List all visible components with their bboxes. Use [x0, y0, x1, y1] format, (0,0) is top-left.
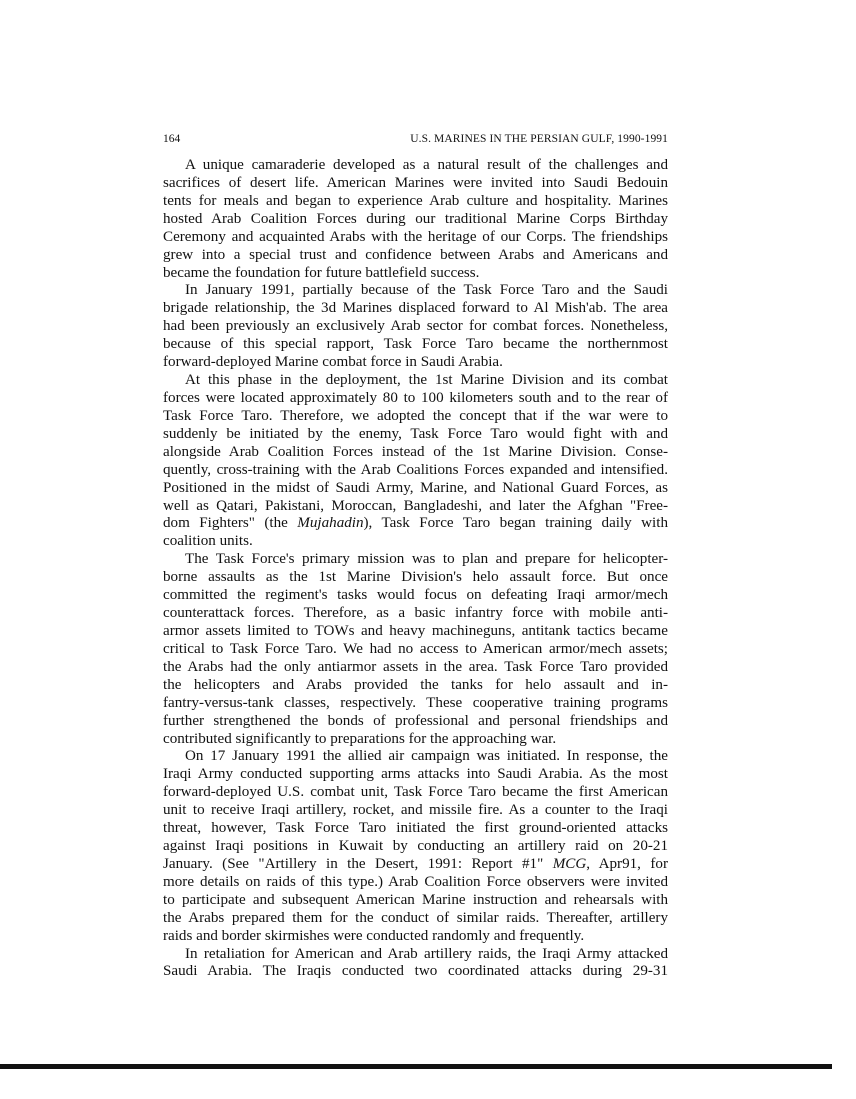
paragraph: [163, 157, 668, 282]
italic-text: Mujahadin: [297, 515, 364, 532]
text-segment: fantry-versus-tank classes, respectively. These cooperative training programs: [163, 694, 668, 711]
text-line: [163, 695, 668, 713]
text-line: [163, 318, 668, 336]
text-line: [163, 336, 668, 354]
text-line: [163, 551, 668, 569]
text-line: [163, 462, 668, 480]
text-line: [163, 641, 668, 659]
text-line: [163, 731, 668, 749]
text-segment: A unique camaraderie developed as a natural result of the challenges and: [185, 157, 668, 173]
paragraph: [163, 372, 668, 551]
text-segment: On 17 January 1991 the allied air campaign was initiated. In response, the: [185, 748, 668, 765]
text-line: [163, 372, 668, 390]
text-line: [163, 157, 668, 175]
text-line: [163, 820, 668, 838]
text-segment: borne assaults as the 1st Marine Division's helo assault force. But once: [163, 569, 668, 586]
text-segment: contributed significantly to preparations for the approaching war.: [163, 730, 557, 747]
text-line: [163, 498, 668, 516]
text-line: [163, 354, 668, 372]
text-line: [163, 784, 668, 802]
text-line: [163, 175, 668, 193]
text-segment: The Task Force's primary mission was to plan and prepare for helicopter-: [185, 551, 668, 568]
text-segment: tents for meals and began to experience Arab culture and hospitality. Marines: [163, 192, 668, 209]
text-line: [163, 265, 668, 283]
text-segment: had been previously an exclusively Arab sector for combat forces. Nonetheless,: [163, 318, 668, 335]
text-line: [163, 838, 668, 856]
text-line: [163, 300, 668, 318]
text-line: [163, 892, 668, 910]
text-segment: sacrifices of desert life. American Marines were invited into Saudi Bedouin: [163, 174, 668, 191]
text-line: [163, 587, 668, 605]
text-segment: , Apr91, for: [586, 855, 668, 872]
text-line: [163, 282, 668, 300]
text-line: [163, 247, 668, 265]
text-segment: In retaliation for American and Arab artillery raids, the Iraqi Army attacked: [185, 945, 668, 962]
text-line: [163, 211, 668, 229]
text-segment: quently, cross-training with the Arab Coalitions Forces expanded and intensified.: [163, 461, 668, 478]
paragraph: [163, 748, 668, 945]
text-line: [163, 748, 668, 766]
text-segment: forces were located approximately 80 to 100 kilometers south and to the rear of: [163, 389, 668, 406]
text-segment: threat, however, Task Force Taro initiated the first ground-oriented attacks: [163, 820, 668, 837]
paragraph: [163, 946, 668, 982]
text-segment: Saudi Arabia. The Iraqis conducted two coordinated attacks during 29-31: [163, 963, 668, 980]
text-line: [163, 390, 668, 408]
text-line: [163, 963, 668, 981]
text-line: [163, 677, 668, 695]
text-segment: armor assets limited to TOWs and heavy machineguns, antitank tactics became: [163, 622, 668, 639]
text-segment: At this phase in the deployment, the 1st Marine Division and its combat: [185, 372, 668, 389]
text-segment: critical to Task Force Taro. We had no access to American armor/mech assets;: [163, 640, 668, 657]
text-line: [163, 193, 668, 211]
text-segment: coalition units.: [163, 533, 253, 550]
text-segment: In January 1991, partially because of the Task Force Taro and the Saudi: [185, 282, 668, 299]
text-segment: the Arabs had the only antiarmor assets in the area. Task Force Taro provided: [163, 658, 668, 675]
text-line: [163, 229, 668, 247]
text-segment: further strengthened the bonds of professional and personal friendships and: [163, 712, 668, 729]
text-segment: brigade relationship, the 3d Marines displaced forward to Al Mish'ab. The area: [163, 300, 668, 317]
text-segment: forward-deployed Marine combat force in Saudi Arabia.: [163, 354, 503, 371]
text-segment: raids and border skirmishes were conducted randomly and frequently.: [163, 927, 585, 944]
text-line: [163, 659, 668, 677]
text-line: [163, 928, 668, 946]
text-segment: the helicopters and Arabs provided the tanks for helo assault and in-: [163, 676, 668, 693]
text-segment: counterattack forces. Therefore, as a basic infantry force with mobile anti-: [163, 605, 668, 622]
text-segment: to participate and subsequent American Marine instruction and rehearsals with: [163, 891, 668, 908]
text-line: [163, 444, 668, 462]
text-line: [163, 713, 668, 731]
text-segment: January. (See "Artillery in the Desert, 1991: Report #1": [163, 855, 553, 872]
text-line: [163, 856, 668, 874]
text-line: [163, 569, 668, 587]
text-segment: alongside Arab Coalition Forces instead of the 1st Marine Division. Conse-: [163, 443, 668, 460]
paragraph: [163, 282, 668, 372]
text-segment: became the foundation for future battlefield success.: [163, 264, 480, 281]
text-segment: forward-deployed U.S. combat unit, Task Force Taro became the first American: [163, 784, 668, 801]
running-title: U.S. MARINES IN THE PERSIAN GULF, 1990-1991: [410, 133, 668, 145]
text-line: [163, 480, 668, 498]
text-line: [163, 533, 668, 551]
text-segment: ), Task Force Taro began training daily with: [363, 515, 668, 532]
text-segment: grew into a special trust and confidence between Arabs and Americans and: [163, 246, 668, 263]
text-line: [163, 946, 668, 964]
text-segment: because of this special rapport, Task Force Taro became the northernmost: [163, 336, 668, 353]
text-segment: the Arabs prepared them for the conduct of similar raids. Thereafter, artillery: [163, 909, 668, 926]
text-segment: hosted Arab Coalition Forces during our traditional Marine Corps Birthday: [163, 210, 668, 227]
text-segment: against Iraqi positions in Kuwait by conducting an artillery raid on 20-21: [163, 838, 668, 855]
text-segment: Task Force Taro. Therefore, we adopted the concept that if the war were to: [163, 407, 668, 424]
text-line: [163, 910, 668, 928]
text-segment: well as Qatari, Pakistani, Moroccan, Bangladeshi, and later the Afghan "Free-: [163, 497, 668, 514]
text-segment: more details on raids of this type.) Arab Coalition Force observers were invited: [163, 873, 668, 890]
body-text: [163, 157, 668, 981]
text-segment: suddenly be initiated by the enemy, Task Force Taro would fight with and: [163, 425, 668, 442]
footer-rule: [0, 1064, 832, 1069]
paragraph: [163, 551, 668, 748]
text-segment: dom Fighters" (the: [163, 515, 298, 532]
text-line: [163, 426, 668, 444]
text-line: [163, 766, 668, 784]
text-line: [163, 605, 668, 623]
text-line: [163, 874, 668, 892]
text-line: [163, 802, 668, 820]
page-number: 164: [163, 133, 181, 145]
running-header: [163, 133, 668, 149]
text-segment: unit to receive Iraqi artillery, rocket, and missile fire. As a counter to the Iraqi: [163, 802, 668, 819]
text-segment: Ceremony and acquainted Arabs with the heritage of our Corps. The friendships: [163, 228, 668, 245]
text-segment: Positioned in the midst of Saudi Army, Marine, and National Guard Forces, as: [163, 479, 668, 496]
text-segment: Iraqi Army conducted supporting arms attacks into Saudi Arabia. As the most: [163, 766, 668, 783]
text-segment: committed the regiment's tasks would focus on defeating Iraqi armor/mech: [163, 587, 668, 604]
text-line: [163, 515, 668, 533]
text-line: [163, 408, 668, 426]
italic-text: MCG: [552, 855, 587, 872]
text-line: [163, 623, 668, 641]
